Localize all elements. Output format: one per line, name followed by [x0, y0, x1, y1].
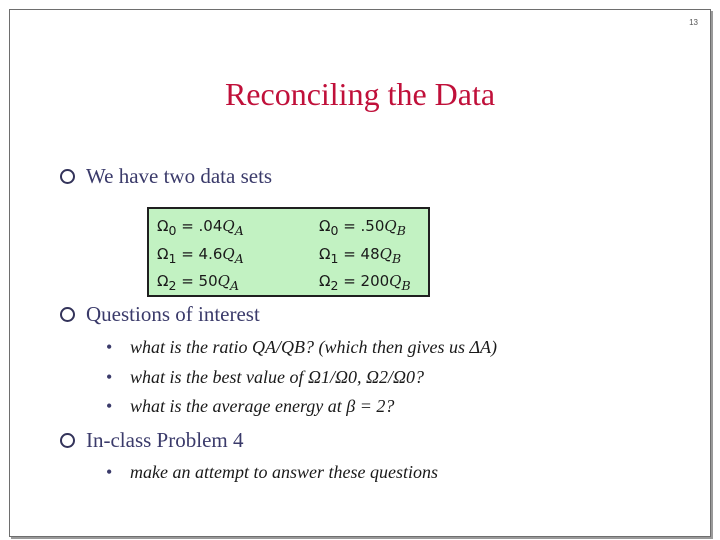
equation-left-2: $\Omega_2 = 50Q_A$ [157, 272, 239, 293]
sub-bullet [106, 396, 394, 417]
question-text: what is the average energy at β = 2? [130, 396, 395, 416]
circle-bullet-icon [60, 307, 75, 322]
equation-box [147, 207, 430, 297]
equation-right-0: $\Omega_0 = .50Q_B$ [319, 217, 406, 238]
page-number: 13 [689, 18, 698, 27]
dot-bullet-icon: • [106, 462, 113, 482]
equation-left-1: $\Omega_1 = 4.6Q_A$ [157, 245, 244, 266]
circle-bullet-icon [60, 169, 75, 184]
bullet-item [60, 302, 260, 327]
bullet-item [60, 164, 272, 189]
question-text: what is the best value of Ω1/Ω0, Ω2/Ω0? [130, 367, 425, 387]
bullet-item [60, 428, 243, 453]
dot-bullet-icon: • [106, 396, 113, 416]
bullet-text: Questions of interest [86, 302, 260, 326]
sub-bullet [106, 367, 424, 388]
bullet-text: We have two data sets [86, 164, 273, 188]
equation-right-1: $\Omega_1 = 48Q_B$ [319, 245, 402, 266]
sub-bullet [106, 337, 497, 358]
problem-text: make an attempt to answer these questions [130, 462, 438, 482]
bullet-text: In-class Problem 4 [86, 428, 244, 452]
slide [9, 9, 711, 537]
sub-bullet [106, 462, 438, 483]
dot-bullet-icon: • [106, 367, 113, 387]
equation-left-0: $\Omega_0 = .04Q_A$ [157, 217, 244, 238]
circle-bullet-icon [60, 433, 75, 448]
dot-bullet-icon: • [106, 337, 113, 357]
question-text: what is the ratio QA/QB? (which then gives us ΔA) [130, 337, 498, 357]
equation-right-2: $\Omega_2 = 200Q_B$ [319, 272, 411, 293]
slide-title: Reconciling the Data [224, 76, 496, 112]
